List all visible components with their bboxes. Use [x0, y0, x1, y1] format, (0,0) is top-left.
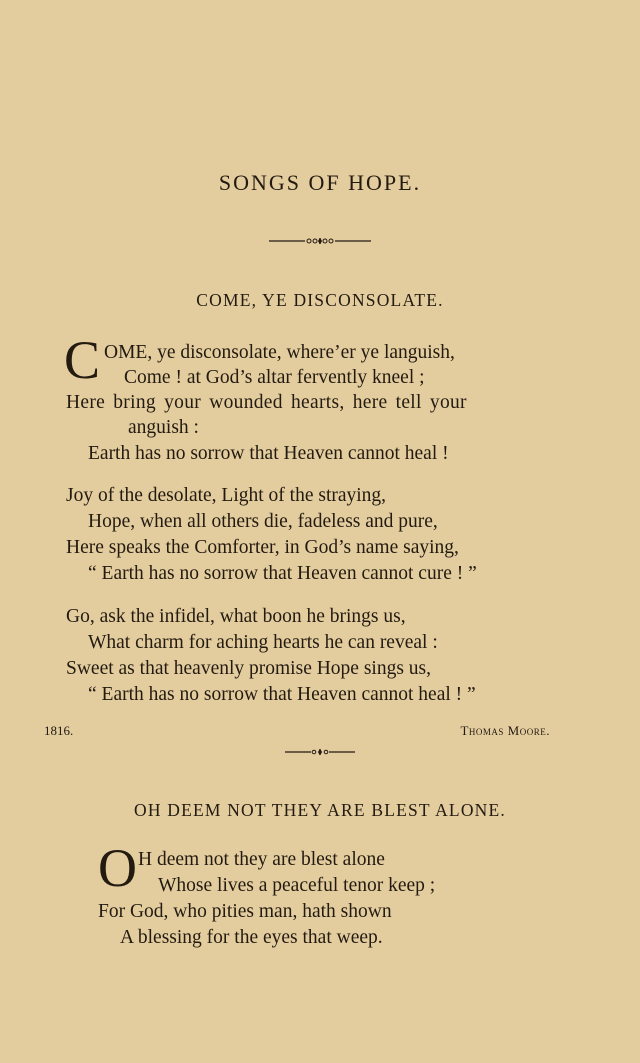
poem-line: Hope, when all others die, fadeless and pure,	[88, 511, 438, 532]
drop-cap: O	[98, 838, 137, 898]
poem-line: Here bring your wounded hearts, here tell your	[66, 392, 467, 413]
poem-line: Come ! at God’s altar fervently kneel ;	[124, 367, 425, 388]
poem-year: 1816.	[44, 723, 74, 738]
poem-title: OH DEEM NOT THEY ARE BLEST ALONE.	[134, 800, 506, 820]
poem-line: Whose lives a peaceful tenor keep ;	[158, 875, 436, 896]
poem-line: Joy of the desolate, Light of the straying,	[66, 485, 387, 506]
poem-line: Go, ask the infidel, what boon he brings us,	[66, 606, 406, 627]
poem-line: Sweet as that heavenly promise Hope sings us,	[66, 658, 432, 679]
poem-line: For God, who pities man, hath shown	[98, 901, 392, 922]
poem-line: H deem not they are blest alone	[138, 849, 385, 870]
poem-line: Earth has no sorrow that Heaven cannot heal !	[88, 443, 449, 464]
poem-title: COME, YE DISCONSOLATE.	[196, 290, 444, 310]
poem-line: “ Earth has no sorrow that Heaven cannot heal ! ”	[88, 684, 476, 705]
poem-author: Thomas Moore.	[460, 723, 550, 738]
ornament-divider	[0, 745, 640, 763]
poem-line: “ Earth has no sorrow that Heaven cannot cure ! ”	[88, 563, 477, 584]
poem-line: anguish :	[128, 417, 199, 438]
drop-cap: C	[64, 330, 101, 390]
poem-line: OME, ye disconsolate, where’er ye languish,	[104, 342, 455, 363]
poem-line: What charm for aching hearts he can reveal :	[88, 632, 438, 653]
page-title: SONGS OF HOPE.	[218, 170, 422, 195]
poem-line: Here speaks the Comforter, in God’s name saying,	[66, 537, 459, 558]
ornament-divider	[0, 234, 640, 252]
poem-line: A blessing for the eyes that weep.	[120, 927, 383, 948]
